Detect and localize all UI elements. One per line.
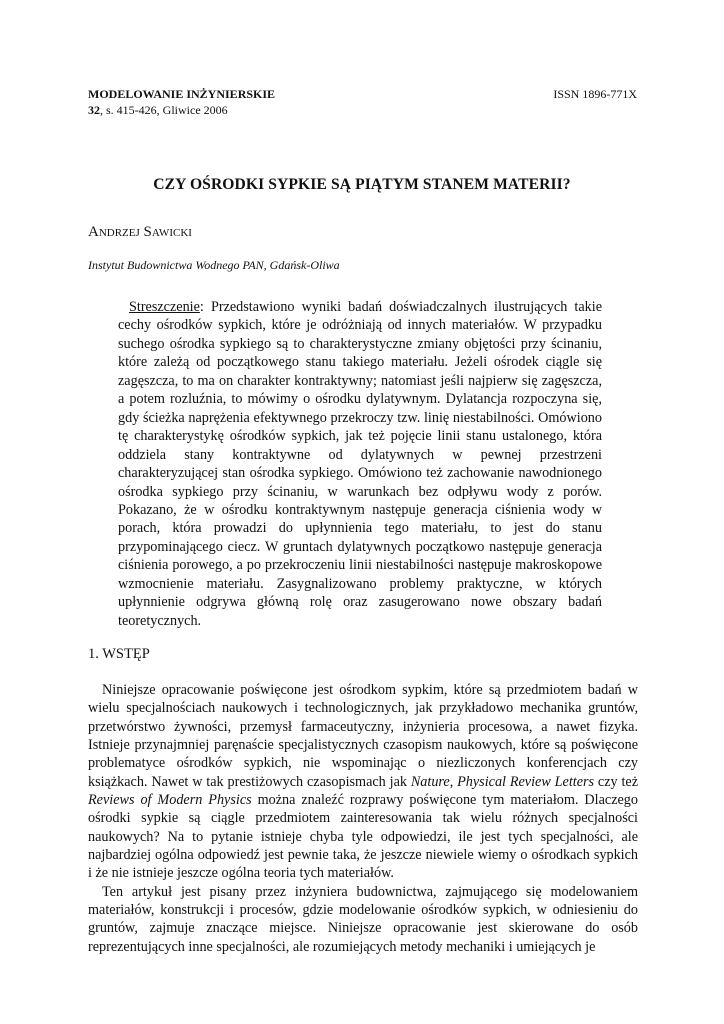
- pages-info: , s. 415-426, Gliwice 2006: [100, 103, 228, 117]
- text-run: Niniejsze opracowanie poświęcone jest ośrodkom sypkim, które są przedmiotem badań w wielu specjalnościach naukowych i technologicznych, jak przykładowo mechanika gruntów, przetwórstwo żywności, przemysł farmaceutyczny, inżynieria procesowa, a nawet fizyka. Istnieje przynajmniej paręnaście specjalistycznych czasopism naukowych, które są poświęcone problematyce ośrodków sypkich, nie wspominając o niezliczonych konferencjach czy książkach. Nawet w tak prestiżowych czasopismach jak: [88, 682, 638, 790]
- text-run: czy też: [594, 773, 638, 790]
- abstract: [118, 298, 602, 630]
- journal-ref-nature: Nature: [410, 773, 450, 790]
- section-heading: 1. WSTĘP: [88, 646, 150, 662]
- paragraph: [88, 681, 638, 883]
- abstract-label: Streszczenie: [129, 299, 200, 315]
- journal-ref-prl: Physical Review Letters: [457, 773, 595, 790]
- issn: ISSN 1896-771X: [553, 87, 637, 101]
- journal-name: MODELOWANIE INŻYNIERSKIE: [88, 87, 276, 101]
- text-run: można znaleźć rozprawy poświęcone tym materiałom. Dlaczego ośrodki sypkie są ciągle przedmiotem zainteresowania tak wielu różnych specjalności naukowych? Na to pytanie istnieje chyba tyle odpowiedzi, ile jest tych specjalności, ale najbardziej ogólna odpowiedź jest pewnie taka, że jeszcze niewiele wiemy o ośrodkach sypkich i że nie istnieje jeszcze ogólna teoria tych materiałów.: [88, 792, 638, 882]
- volume-info: [88, 102, 637, 118]
- affiliation: Instytut Budownictwa Wodnego PAN, Gdańsk-Oliwa: [88, 258, 340, 272]
- abstract-text: : Przedstawiono wyniki badań doświadczalnych ilustrujących takie cechy ośrodków sypkich, które je odróżniają od innych materiałów. W przypadku suchego ośrodka sypkiego są to charakterystyczne zmiany objętości przy ścinaniu, które zależą od początkowego stanu takiego materiału. Jeżeli ośrodek ciągle się zagęszcza, to ma on charakter kontraktywny; natomiast jeśli najpierw się zagęszcza, a potem rozluźnia, to mówimy o ośrodku dylatywnym. Dylatancja rozpoczyna się, gdy ścieżka naprężenia efektywnego przekroczy tzw. linię niestabilności. Omówiono tę charakterystykę ośrodków sypkich, jak też pojęcie linii stanu ustalonego, która oddziela stany kontraktywne od dylatywnych w pewnej przestrzeni charakteryzującej stan ośrodka sypkiego. Omówiono też zachowanie nawodnionego ośrodka sypkiego przy ścinaniu, w warunkach bez odpływu wody z porów. Pokazano, że w ośrodku kontraktywnym następuje generacja ciśnienia wody w porach, która prowadzi do upłynnienia tego materiału, to jest do stanu przypominającego ciecz. W gruntach dylatywnych początkowo następuje generacja ciśnienia porowego, a po przekroczeniu linii niestabilności następuje makroskopowe wzmocnienie materiału. Zasygnalizowano problemy praktyczne, w których upłynnienie odgrywa główną rolę oraz zasugerowano nowe obszary badań teoretycznych.: [118, 299, 602, 629]
- body-text: [88, 681, 638, 956]
- journal-header: [88, 86, 637, 118]
- journal-ref-rmp: Reviews of Modern Physics: [88, 792, 252, 809]
- author: Andrzej Sawicki: [88, 224, 192, 240]
- paragraph: Ten artykuł jest pisany przez inżyniera budownictwa, zajmującego się modelowaniem materiałów, konstrukcji i procesów, gdzie modelowanie ośrodków sypkich, w odniesieniu do gruntów, zajmuje znaczące miejsce. Niniejsze opracowanie jest skierowane do osób reprezentujących inne specjalności, ale rozumiejących metody mechaniki i umiejących je: [88, 883, 638, 955]
- volume-number: 32: [88, 103, 100, 117]
- text-run: ,: [449, 773, 458, 790]
- paper-title: CZY OŚRODKI SYPKIE SĄ PIĄTYM STANEM MATERII?: [153, 176, 571, 193]
